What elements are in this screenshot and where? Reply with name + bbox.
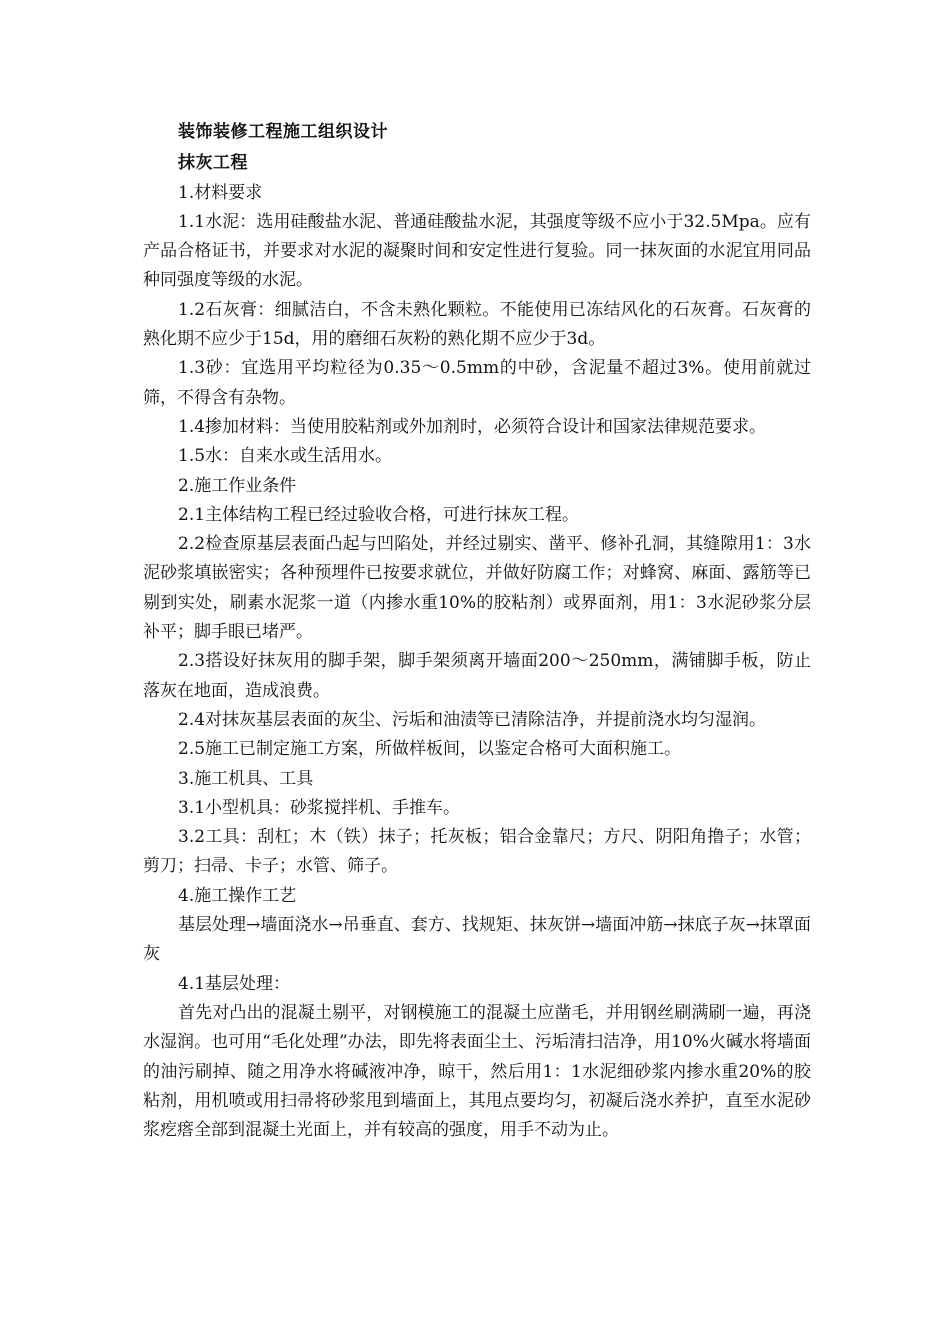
paragraph-water: 1.5水：自来水或生活用水。: [178, 446, 393, 467]
paragraph-sand: 1.3砂：宜选用平均粒径为0.35～0.5mm的中砂，含泥量不超过3%。使用前就过筛，不得含有杂物。: [143, 358, 811, 408]
paragraph-structure-accepted: 2.1主体结构工程已经过验收合格，可进行抹灰工程。: [178, 504, 580, 525]
paragraph-admixture: 1.4掺加材料：当使用胶粘剂或外加剂时，必须符合设计和国家法律规范要求。: [178, 416, 767, 437]
paragraph-base-inspection: 2.2检查原基层表面凸起与凹陷处，并经过剔实、凿平、修补孔洞，其缝隙用1：3水泥砂浆填嵌密实；各种预埋件已按要求就位，并做好防腐工作；对蜂窝、麻面、露筋等已剔到实处，刷素水泥浆一道（内掺水重10%的胶粘剂）或界面剂，用1：3水泥砂浆分层补平；脚手眼已堵严。: [143, 534, 811, 643]
paragraph-base-treatment: 首先对凸出的混凝土剔平，对钢模施工的混凝土应凿毛，并用钢丝刷满刷一遍，再浇水湿润。也可用“毛化处理”办法，即先将表面尘土、污垢清扫洁净，用10%火碱水将墙面的油污刷掉、随之用净水将碱液冲净，晾干，然后用1：1水泥细砂浆内掺水重20%的胶粘剂，用机喷或用扫帚将砂浆甩到墙面上，其甩点要均匀，初凝后浇水养护，直至水泥砂浆疙瘩全部到混凝土光面上，并有较高的强度，用手不动为止。: [143, 1002, 811, 1141]
heading-tools: 3.施工机具、工具: [178, 768, 314, 789]
section-heading: 抹灰工程: [178, 153, 248, 174]
paragraph-small-machines: 3.1小型机具：砂浆搅拌机、手推车。: [178, 797, 461, 818]
heading-material-requirements: 1.材料要求: [178, 182, 263, 203]
paragraph-cement: 1.1水泥：选用硅酸盐水泥、普通硅酸盐水泥，其强度等级不应小于32.5Mpa。应有产品合格证书，并要求对水泥的凝聚时间和安定性进行复验。同一抹灰面的水泥宜用同品种同强度等级的水泥。: [143, 211, 811, 291]
paragraph-construction-plan: 2.5施工已制定施工方案，所做样板间，以鉴定合格可大面积施工。: [178, 739, 682, 760]
heading-operation-process: 4.施工操作工艺: [178, 885, 297, 906]
paragraph-process-flow: 基层处理→墙面浇水→吊垂直、套方、找规矩、抹灰饼→墙面冲筋→抹底子灰→抹罩面灰: [143, 915, 811, 965]
paragraph-tools-list: 3.2工具：刮杠；木（铁）抹子；托灰板；铝合金靠尺；方尺、阴阳角撸子；水管；剪刀；扫帚、卡子；水管、筛子。: [143, 827, 811, 877]
paragraph-scaffolding: 2.3搭设好抹灰用的脚手架，脚手架须离开墙面200～250mm，满铺脚手板，防止落灰在地面，造成浪费。: [143, 651, 811, 701]
document-page: [143, 118, 811, 1145]
paragraph-lime-paste: 1.2石灰膏：细腻洁白，不含未熟化颗粒。不能使用已冻结风化的石灰膏。石灰膏的熟化期不应少于15d，用的磨细石灰粉的熟化期不应少于3d。: [143, 299, 811, 350]
heading-base-treatment: 4.1基层处理：: [178, 973, 291, 994]
document-title: 装饰装修工程施工组织设计: [178, 122, 388, 142]
heading-work-conditions: 2.施工作业条件: [178, 475, 297, 496]
paragraph-base-cleaning: 2.4对抹灰基层表面的灰尘、污垢和油渍等已清除洁净，并提前浇水均匀湿润。: [178, 709, 767, 730]
